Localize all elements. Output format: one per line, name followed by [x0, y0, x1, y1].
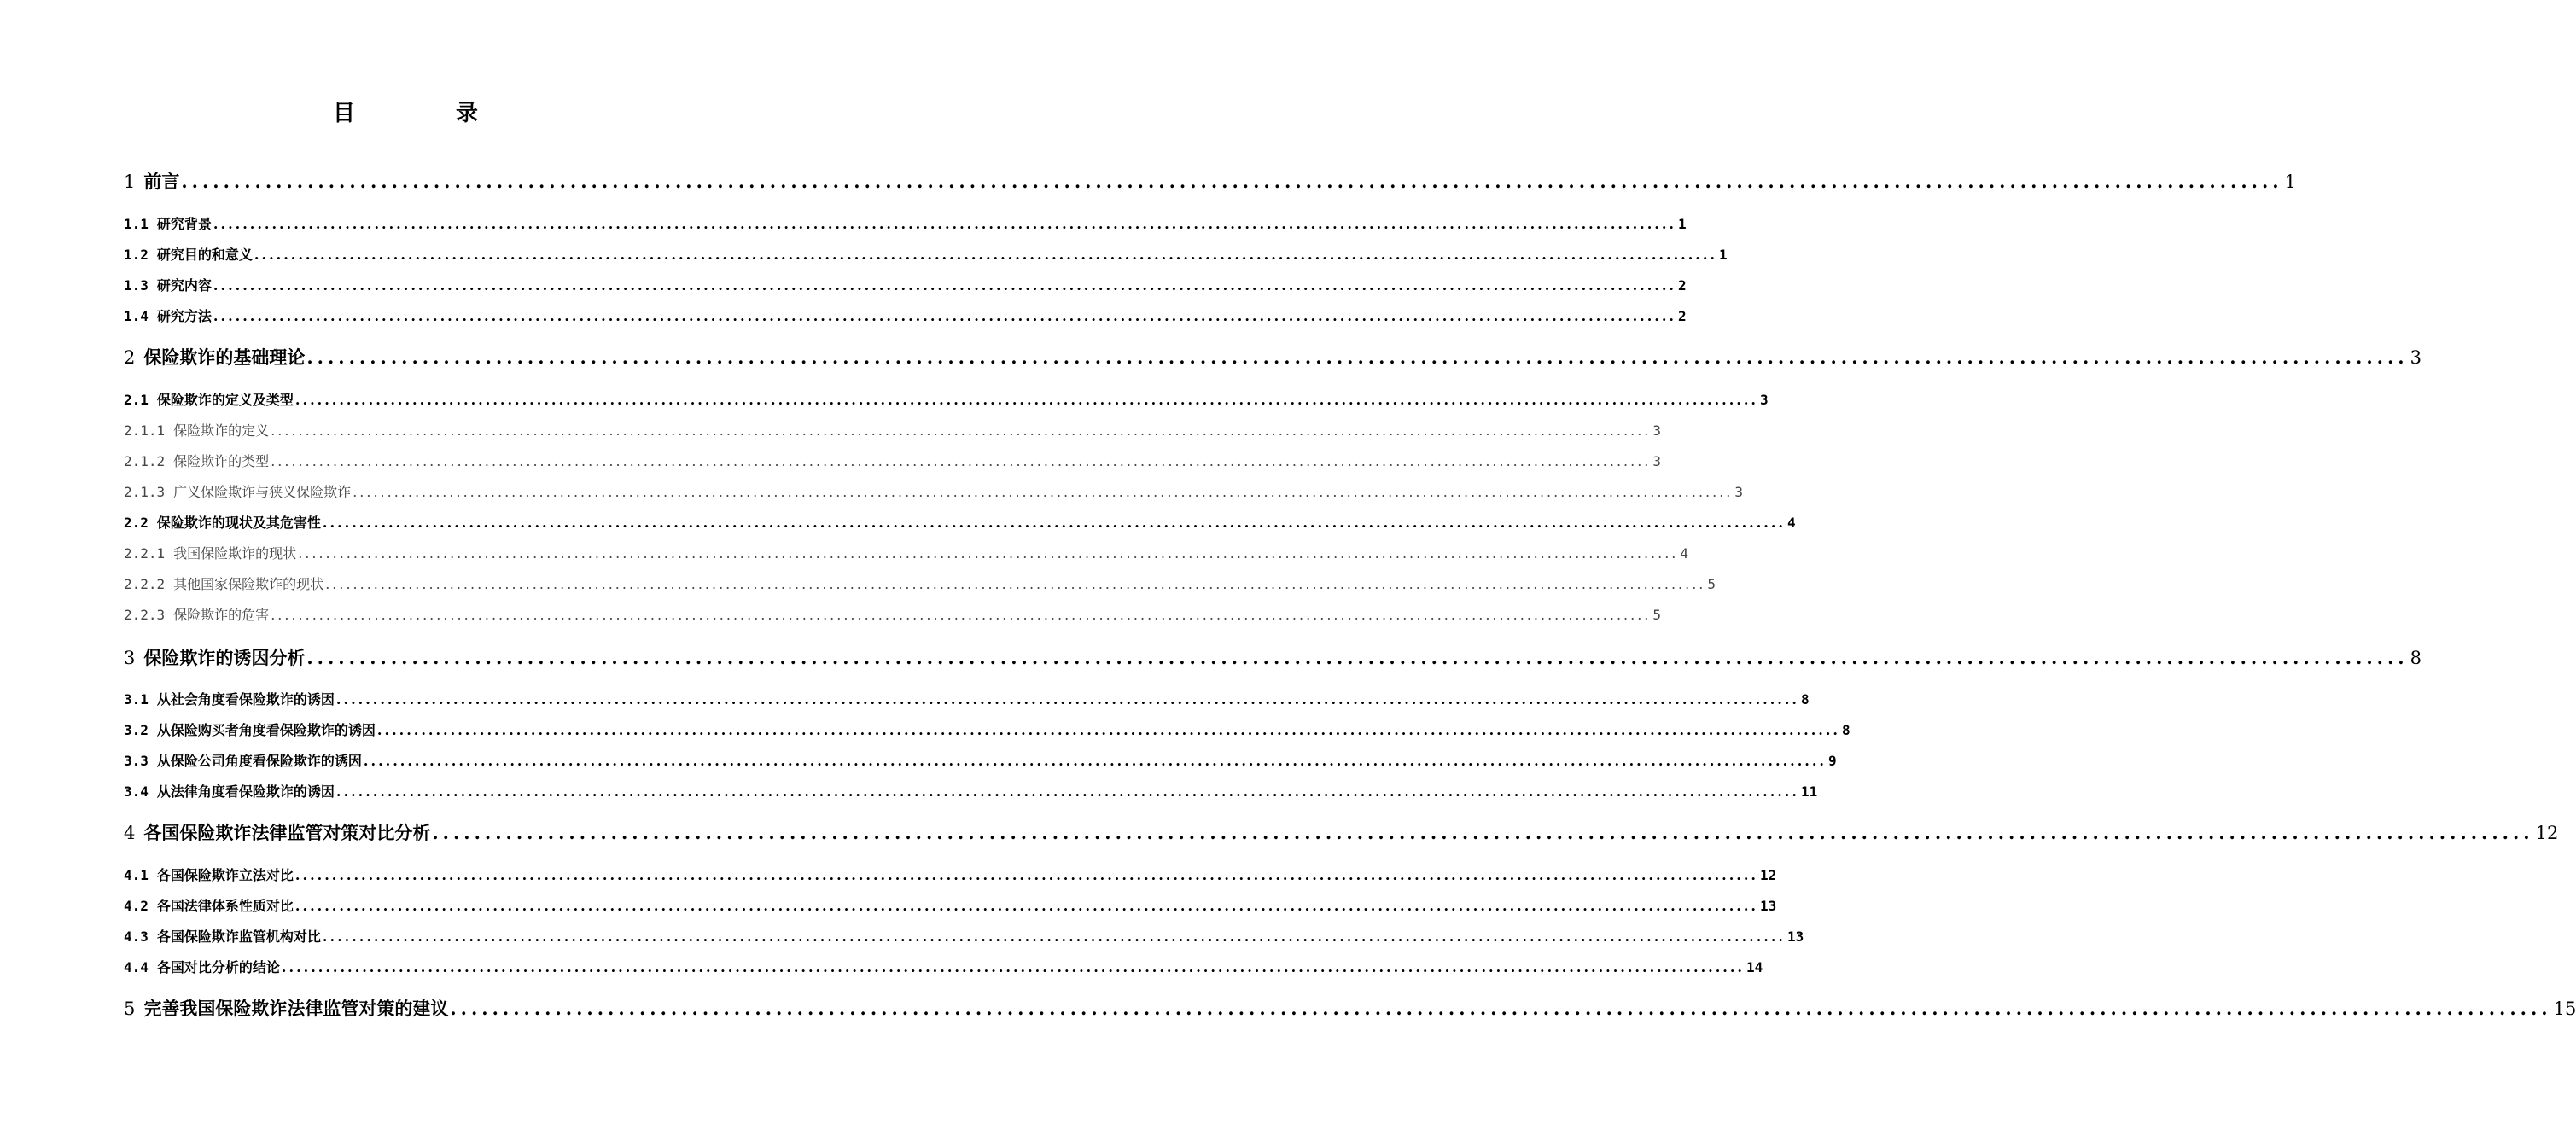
- toc-leader-dots: ........................................................................................................................................................................................................: [213, 277, 1676, 294]
- toc-entry-page: 9: [1827, 753, 1837, 769]
- toc-entry-title: 研究目的和意义: [156, 247, 253, 263]
- toc-entry[interactable]: [124, 604, 1662, 624]
- toc-entry[interactable]: [124, 275, 1687, 294]
- toc-entry[interactable]: [124, 750, 1837, 770]
- toc-leader-dots: ........................................................................................................................................................................................................: [306, 346, 2409, 368]
- toc-entry-title: 各国保险欺诈法律监管对策对比分析: [143, 822, 431, 843]
- toc-entry-title: 各国对比分析的结论: [156, 959, 280, 975]
- toc-entry[interactable]: [124, 244, 1728, 264]
- toc-entry-page: 11: [1800, 783, 1818, 800]
- toc-entry-page: 5: [1652, 607, 1662, 623]
- toc-entry[interactable]: [124, 168, 2296, 194]
- toc-entry-number: 3.2: [124, 722, 149, 738]
- page-title: 目 录: [332, 101, 517, 126]
- toc-entry-page: 15: [2553, 999, 2576, 1019]
- toc-entry-number: 1.2: [124, 247, 149, 263]
- toc-entry-page: 1: [2284, 172, 2296, 192]
- toc-entry-title: 各国法律体系性质对比: [156, 898, 294, 914]
- toc-entry-title: 广义保险欺诈与狭义保险欺诈: [173, 484, 352, 500]
- toc-leader-dots: ........................................................................................................................................................................................................: [281, 959, 1745, 975]
- toc-entry[interactable]: [124, 213, 1687, 233]
- toc-entry-number: 1.3: [124, 277, 149, 294]
- toc-entry-page: 3: [1759, 392, 1769, 408]
- toc-entry-page: 12: [2535, 823, 2559, 843]
- toc-entry-page: 8: [1841, 722, 1850, 738]
- toc-entry-page: 4: [1786, 515, 1796, 531]
- toc-entry[interactable]: [124, 719, 1850, 739]
- toc-entry-page: 8: [1800, 691, 1810, 707]
- toc-entry[interactable]: [124, 389, 1769, 409]
- toc-leader-dots: ........................................................................................................................................................................................................: [271, 607, 1652, 623]
- toc-entry[interactable]: [124, 781, 1818, 801]
- toc-entry-number: 3.1: [124, 691, 149, 707]
- toc-entry-page: 2: [1677, 277, 1687, 294]
- toc-entry[interactable]: [124, 344, 2422, 370]
- toc-entry-page: 5: [1707, 576, 1716, 592]
- toc-entry-page: 1: [1718, 247, 1728, 263]
- toc-entry-page: 12: [1759, 867, 1777, 883]
- toc-entry-number: 2: [124, 347, 136, 368]
- toc-entry-number: 4: [124, 823, 136, 843]
- toc-entry[interactable]: [124, 451, 1662, 470]
- toc-entry-page: 13: [1759, 898, 1777, 914]
- toc-entry-title: 保险欺诈的基础理论: [143, 346, 306, 368]
- toc-entry[interactable]: [124, 543, 1689, 562]
- toc-entry-title: 从保险公司角度看保险欺诈的诱因: [156, 753, 362, 769]
- toc-entry[interactable]: [124, 957, 1763, 976]
- toc-entry-number: 2.2.3: [124, 607, 166, 623]
- toc-entry-number: 2.1.1: [124, 422, 166, 439]
- toc-leader-dots: ........................................................................................................................................................................................................: [322, 929, 1786, 945]
- toc-entry[interactable]: [124, 481, 1744, 501]
- toc-leader-dots: ........................................................................................................................................................................................................: [353, 484, 1734, 500]
- toc-entry-title: 保险欺诈的现状及其危害性: [156, 515, 321, 531]
- toc-entry-title: 完善我国保险欺诈法律监管对策的建议: [143, 998, 449, 1019]
- toc-entry-number: 3.4: [124, 783, 149, 800]
- toc-entry[interactable]: [124, 512, 1796, 532]
- toc-entry[interactable]: [124, 995, 2576, 1021]
- toc-entry[interactable]: [124, 689, 1810, 708]
- toc-leader-dots: ........................................................................................................................................................................................................: [325, 576, 1706, 592]
- toc-entry-title: 从社会角度看保险欺诈的诱因: [156, 691, 335, 707]
- toc-entry[interactable]: [124, 644, 2422, 670]
- toc-entry[interactable]: [124, 819, 2559, 845]
- toc-entry-title: 研究背景: [156, 216, 212, 232]
- toc-entry-number: 5: [124, 999, 136, 1019]
- toc-entry-title: 其他国家保险欺诈的现状: [173, 576, 324, 592]
- toc-entry-number: 2.2: [124, 515, 149, 531]
- toc-leader-dots: ........................................................................................................................................................................................................: [294, 867, 1758, 883]
- toc-entry-number: 2.1: [124, 392, 149, 408]
- toc-leader-dots: ........................................................................................................................................................................................................: [271, 453, 1652, 469]
- toc-entry-title: 从保险购买者角度看保险欺诈的诱因: [156, 722, 376, 738]
- toc-entry-number: 4.2: [124, 898, 149, 914]
- toc-entry-page: 4: [1680, 545, 1689, 562]
- toc-entry[interactable]: [124, 865, 1777, 884]
- toc-entry-page: 3: [1734, 484, 1744, 500]
- toc-leader-dots: ........................................................................................................................................................................................................: [322, 515, 1786, 531]
- toc-entry-number: 2.1.3: [124, 484, 166, 500]
- toc-entry-title: 保险欺诈的类型: [173, 453, 270, 469]
- toc-entry[interactable]: [124, 895, 1777, 915]
- toc-entry-number: 1.4: [124, 308, 149, 324]
- toc-leader-dots: ........................................................................................................................................................................................................: [335, 783, 1799, 800]
- toc-entry-page: 1: [1677, 216, 1687, 232]
- toc-entry-page: 3: [1652, 422, 1662, 439]
- toc-leader-dots: ........................................................................................................................................................................................................: [335, 691, 1799, 707]
- toc-entry-title: 研究内容: [156, 277, 212, 294]
- toc-leader-dots: ........................................................................................................................................................................................................: [298, 545, 1679, 562]
- toc-entry-title: 保险欺诈的定义及类型: [156, 392, 294, 408]
- toc-leader-dots: ........................................................................................................................................................................................................: [213, 216, 1676, 232]
- toc-entry-title: 各国保险欺诈立法对比: [156, 867, 294, 883]
- toc-entry-title: 从法律角度看保险欺诈的诱因: [156, 783, 335, 800]
- toc-entry-number: 3: [124, 648, 136, 668]
- toc-entry-number: 4.1: [124, 867, 149, 883]
- toc-entry-number: 3.3: [124, 753, 149, 769]
- toc-entry-number: 2.2.2: [124, 576, 166, 592]
- toc-entry-title: 我国保险欺诈的现状: [173, 545, 297, 562]
- toc-leader-dots: ........................................................................................................................................................................................................: [254, 247, 1717, 263]
- toc-leader-dots: ........................................................................................................................................................................................................: [432, 822, 2534, 843]
- toc-entry-page: 3: [2410, 347, 2422, 368]
- toc-entry-page: 13: [1786, 929, 1804, 945]
- toc-entry[interactable]: [124, 926, 1804, 946]
- toc-entry-title: 各国保险欺诈监管机构对比: [156, 929, 321, 945]
- toc-entry-page: 3: [1652, 453, 1662, 469]
- toc-entry[interactable]: [124, 306, 1687, 325]
- toc-entry-number: 4.4: [124, 959, 149, 975]
- toc-entry-number: 1: [124, 172, 136, 192]
- toc-leader-dots: ........................................................................................................................................................................................................: [181, 171, 2283, 192]
- toc-entry[interactable]: [124, 420, 1662, 440]
- toc-leader-dots: ........................................................................................................................................................................................................: [213, 308, 1676, 324]
- toc-entry-title: 保险欺诈的诱因分析: [143, 647, 306, 668]
- toc-entry-number: 2.1.2: [124, 453, 166, 469]
- toc-leader-dots: ........................................................................................................................................................................................................: [450, 998, 2552, 1019]
- toc-entry-page: 8: [2410, 648, 2422, 668]
- toc-leader-dots: ........................................................................................................................................................................................................: [306, 647, 2409, 668]
- toc-leader-dots: ........................................................................................................................................................................................................: [294, 898, 1758, 914]
- toc-entry-title: 研究方法: [156, 308, 212, 324]
- toc-entry-page: 2: [1677, 308, 1687, 324]
- toc-leader-dots: ........................................................................................................................................................................................................: [271, 422, 1652, 439]
- toc-entry-number: 1.1: [124, 216, 149, 232]
- toc-entry-number: 4.3: [124, 929, 149, 945]
- toc-entry[interactable]: [124, 574, 1716, 593]
- toc-entry-page: 14: [1746, 959, 1763, 975]
- toc-entry-title: 保险欺诈的危害: [173, 607, 270, 623]
- toc-entry-title: 前言: [143, 171, 180, 192]
- toc-entry-title: 保险欺诈的定义: [173, 422, 270, 439]
- toc-entry-number: 2.2.1: [124, 545, 166, 562]
- toc-leader-dots: ........................................................................................................................................................................................................: [376, 722, 1840, 738]
- toc-leader-dots: ........................................................................................................................................................................................................: [294, 392, 1758, 408]
- toc-leader-dots: ........................................................................................................................................................................................................: [363, 753, 1827, 769]
